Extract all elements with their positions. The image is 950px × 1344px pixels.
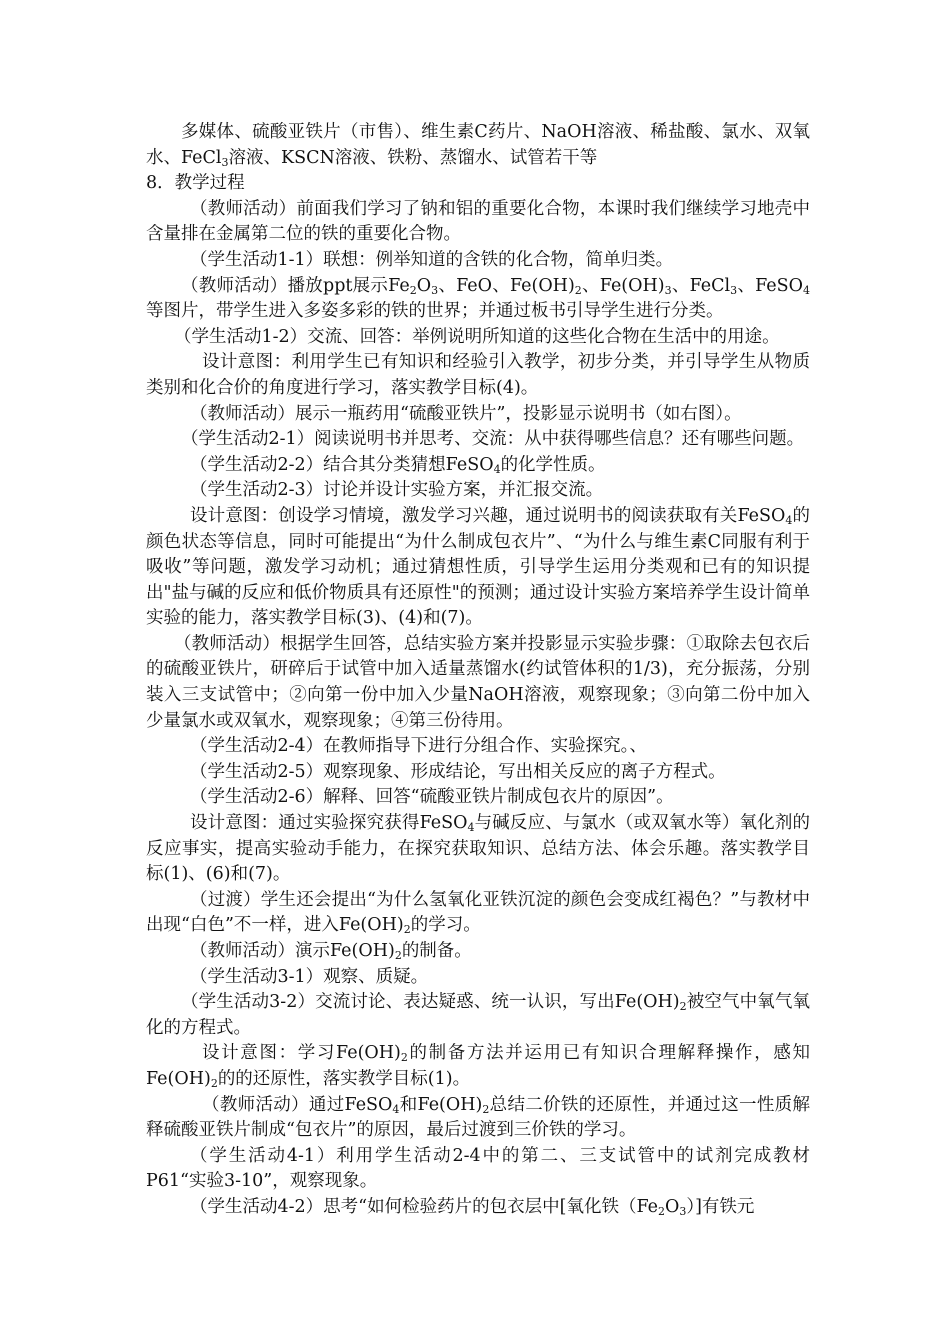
- text-run: （过渡）学生还会提出“为什么氢氧化亚铁沉淀的颜色会变成红褐色？”与教材中出现“白色”不一样，进入Fe(OH): [146, 889, 810, 936]
- text-run: 的化学性质。: [500, 454, 606, 475]
- paragraph: [146, 171, 810, 197]
- document-body: [146, 120, 810, 1221]
- text-run: O: [665, 1196, 680, 1217]
- paragraph: [146, 1144, 810, 1195]
- paragraph: [146, 402, 810, 428]
- text-run: （教师活动）播放ppt展示Fe: [181, 275, 410, 296]
- text-run: 的制备。: [401, 941, 472, 961]
- subscript: 2: [482, 1102, 490, 1116]
- subscript: 3: [431, 283, 439, 297]
- text-run: （学生活动2-6）解释、回答“硫酸亚铁片制成包衣片的原因”。: [190, 787, 674, 808]
- subscript: 4: [785, 513, 793, 527]
- paragraph: [146, 990, 810, 1041]
- text-run: （学生活动4-2）思考“如何检验药片的包衣层中[氧化铁（Fe: [190, 1196, 658, 1217]
- paragraph: [146, 325, 810, 351]
- text-run: 、Fe(OH): [581, 275, 665, 296]
- text-run: 和Fe(OH): [399, 1094, 483, 1115]
- text-run: 与碱反应、与氯水（或双氧水等）氧化剂的反应事实，提高实验动手能力，在探究获取知识、总结方法、体会乐趣。落实教学目标(1)、(6)和(7)。: [146, 813, 810, 885]
- text-run: （学生活动2-3）讨论并设计实验方案，并汇报交流。: [190, 480, 604, 501]
- text-run: 设计意图：创设学习情境，激发学习兴趣，通过说明书的阅读获取有关FeSO: [190, 505, 786, 526]
- text-run: （教师活动）演示Fe(OH): [190, 941, 395, 961]
- subscript: 2: [409, 283, 417, 297]
- subscript: 2: [574, 283, 582, 297]
- text-run: 的学习。: [410, 915, 481, 936]
- subscript: 2: [394, 949, 402, 962]
- text-run: O: [416, 275, 432, 296]
- text-run: （学生活动2-4）在教师指导下进行分组合作、实验探究。、: [190, 736, 647, 757]
- text-run: 、FeO、Fe(OH): [438, 275, 575, 296]
- subscript: 2: [679, 1000, 687, 1014]
- text-run: （学生活动3-2）交流讨论、表达疑惑、统一认识，写出Fe(OH): [181, 992, 680, 1013]
- text-run: （学生活动2-1）阅读说明书并思考、交流：从中获得哪些信息？还有哪些问题。: [181, 429, 805, 450]
- subscript: 3: [221, 155, 229, 169]
- text-run: 、FeCl: [671, 275, 731, 296]
- paragraph: [146, 1195, 810, 1221]
- subscript: 3: [730, 283, 738, 297]
- text-run: 设计意图：学习Fe(OH): [202, 1043, 401, 1064]
- text-run: 、FeSO: [737, 275, 803, 296]
- subscript: 2: [400, 1051, 408, 1065]
- text-run: （教师活动）前面我们学习了钠和铝的重要化合物，本课时我们继续学习地壳中含量排在金属第二位的铁的重要化合物。: [146, 198, 810, 245]
- text-run: 设计意图：利用学生已有知识和经验引入教学，初步分类，并引导学生从物质类别和化合价的角度进行学习，落实教学目标(4)。: [146, 352, 810, 398]
- text-run: 的的还原性，落实教学目标(1)。: [217, 1068, 471, 1089]
- text-run: 的制备方法并运用已有知识合理解释操作，感知Fe(OH): [146, 1043, 810, 1089]
- paragraph: [146, 632, 810, 734]
- text-run: （教师活动）根据学生回答，总结实验方案并投影显示实验步骤：①取除去包衣后的硫酸亚铁片，研碎后于试管中加入适量蒸馏水(约试管体积的1/3)，充分振荡，分别装入三支试管中；②向第一份中加入少量NaOH溶液，观察现象；③向第二份中加入少量氯水或双氧水，观察现象；④第三份待用。: [146, 633, 810, 731]
- paragraph: [146, 1041, 810, 1092]
- subscript: 3: [679, 1204, 687, 1218]
- text-run: （学生活动1-2）交流、回答：举例说明所知道的这些化合物在生活中的用途。: [174, 326, 780, 347]
- text-run: 等图片，带学生进入多姿多彩的铁的世界；并通过板书引导学生进行分类。: [146, 301, 724, 322]
- text-run: 溶液、KSCN溶液、铁粉、蒸馏水、试管若干等: [228, 147, 598, 168]
- text-run: ）]有铁元: [686, 1196, 755, 1217]
- text-run: （教师活动）通过FeSO: [202, 1094, 393, 1115]
- paragraph: [146, 504, 810, 632]
- text-run: （学生活动1-1）联想：例举知道的含铁的化合物，简单归类。: [190, 249, 674, 270]
- text-run: （学生活动2-2）结合其分类猜想FeSO: [190, 454, 494, 475]
- paragraph: [146, 888, 810, 939]
- text-run: 设计意图：通过实验探究获得FeSO: [190, 813, 468, 834]
- subscript: 2: [210, 1076, 218, 1090]
- text-run: 被空气中氧气氧化的方程式。: [146, 992, 811, 1038]
- paragraph: [146, 478, 810, 504]
- subscript: 4: [467, 821, 475, 835]
- text-run: 总结二价铁的还原性，并通过这一性质解释硫酸亚铁片制成“包衣片”的原因，最后过渡到三价铁的学习。: [146, 1094, 810, 1141]
- subscript: 4: [493, 462, 501, 476]
- subscript: 2: [658, 1204, 665, 1218]
- subscript: 2: [403, 923, 411, 937]
- text-run: （教师活动）展示一瓶药用“硫酸亚铁片”，投影显示说明书（如右图）。: [190, 403, 742, 424]
- text-run: （学生活动3-1）观察、质疑。: [190, 966, 429, 987]
- text-run: 的颜色状态等信息，同时可能提出“为什么制成包衣片”、“为什么与维生素C同服有利于吸收”等问题，激发学习动机；通过猜想性质，引导学生运用分类观和已有的知识提出"盐与碱的反应和低价物质具有还原性"的预测；通过设计实验方案培养学生设计简单实验的能力，落实教学目标(3)、(4)和(7)。: [146, 505, 811, 629]
- paragraph: [146, 811, 810, 888]
- paragraph: [146, 1093, 810, 1144]
- paragraph: [146, 248, 810, 274]
- paragraph: [146, 350, 810, 401]
- paragraph: [146, 965, 810, 991]
- paragraph: [146, 120, 810, 171]
- text-run: 多媒体、硫酸亚铁片（市售）、维生素C药片、NaOH溶液、稀盐酸、氯水、双氧水、FeCl: [146, 122, 810, 168]
- subscript: 3: [664, 283, 672, 297]
- text-run: （学生活动4-1）利用学生活动2-4中的第二、三支试管中的试剂完成教材P61“实验3-10”，观察现象。: [146, 1145, 810, 1192]
- paragraph: [146, 734, 810, 760]
- paragraph: [146, 427, 810, 453]
- subscript: 4: [392, 1102, 400, 1116]
- text-run: 8．教学过程: [146, 173, 245, 194]
- paragraph: [146, 939, 810, 965]
- paragraph: [146, 760, 810, 786]
- subscript: 4: [802, 283, 810, 297]
- paragraph: [146, 197, 810, 248]
- text-run: （学生活动2-5）观察现象、形成结论，写出相关反应的离子方程式。: [190, 761, 726, 782]
- paragraph: [146, 274, 810, 325]
- paragraph: [146, 785, 810, 811]
- paragraph: [146, 453, 810, 479]
